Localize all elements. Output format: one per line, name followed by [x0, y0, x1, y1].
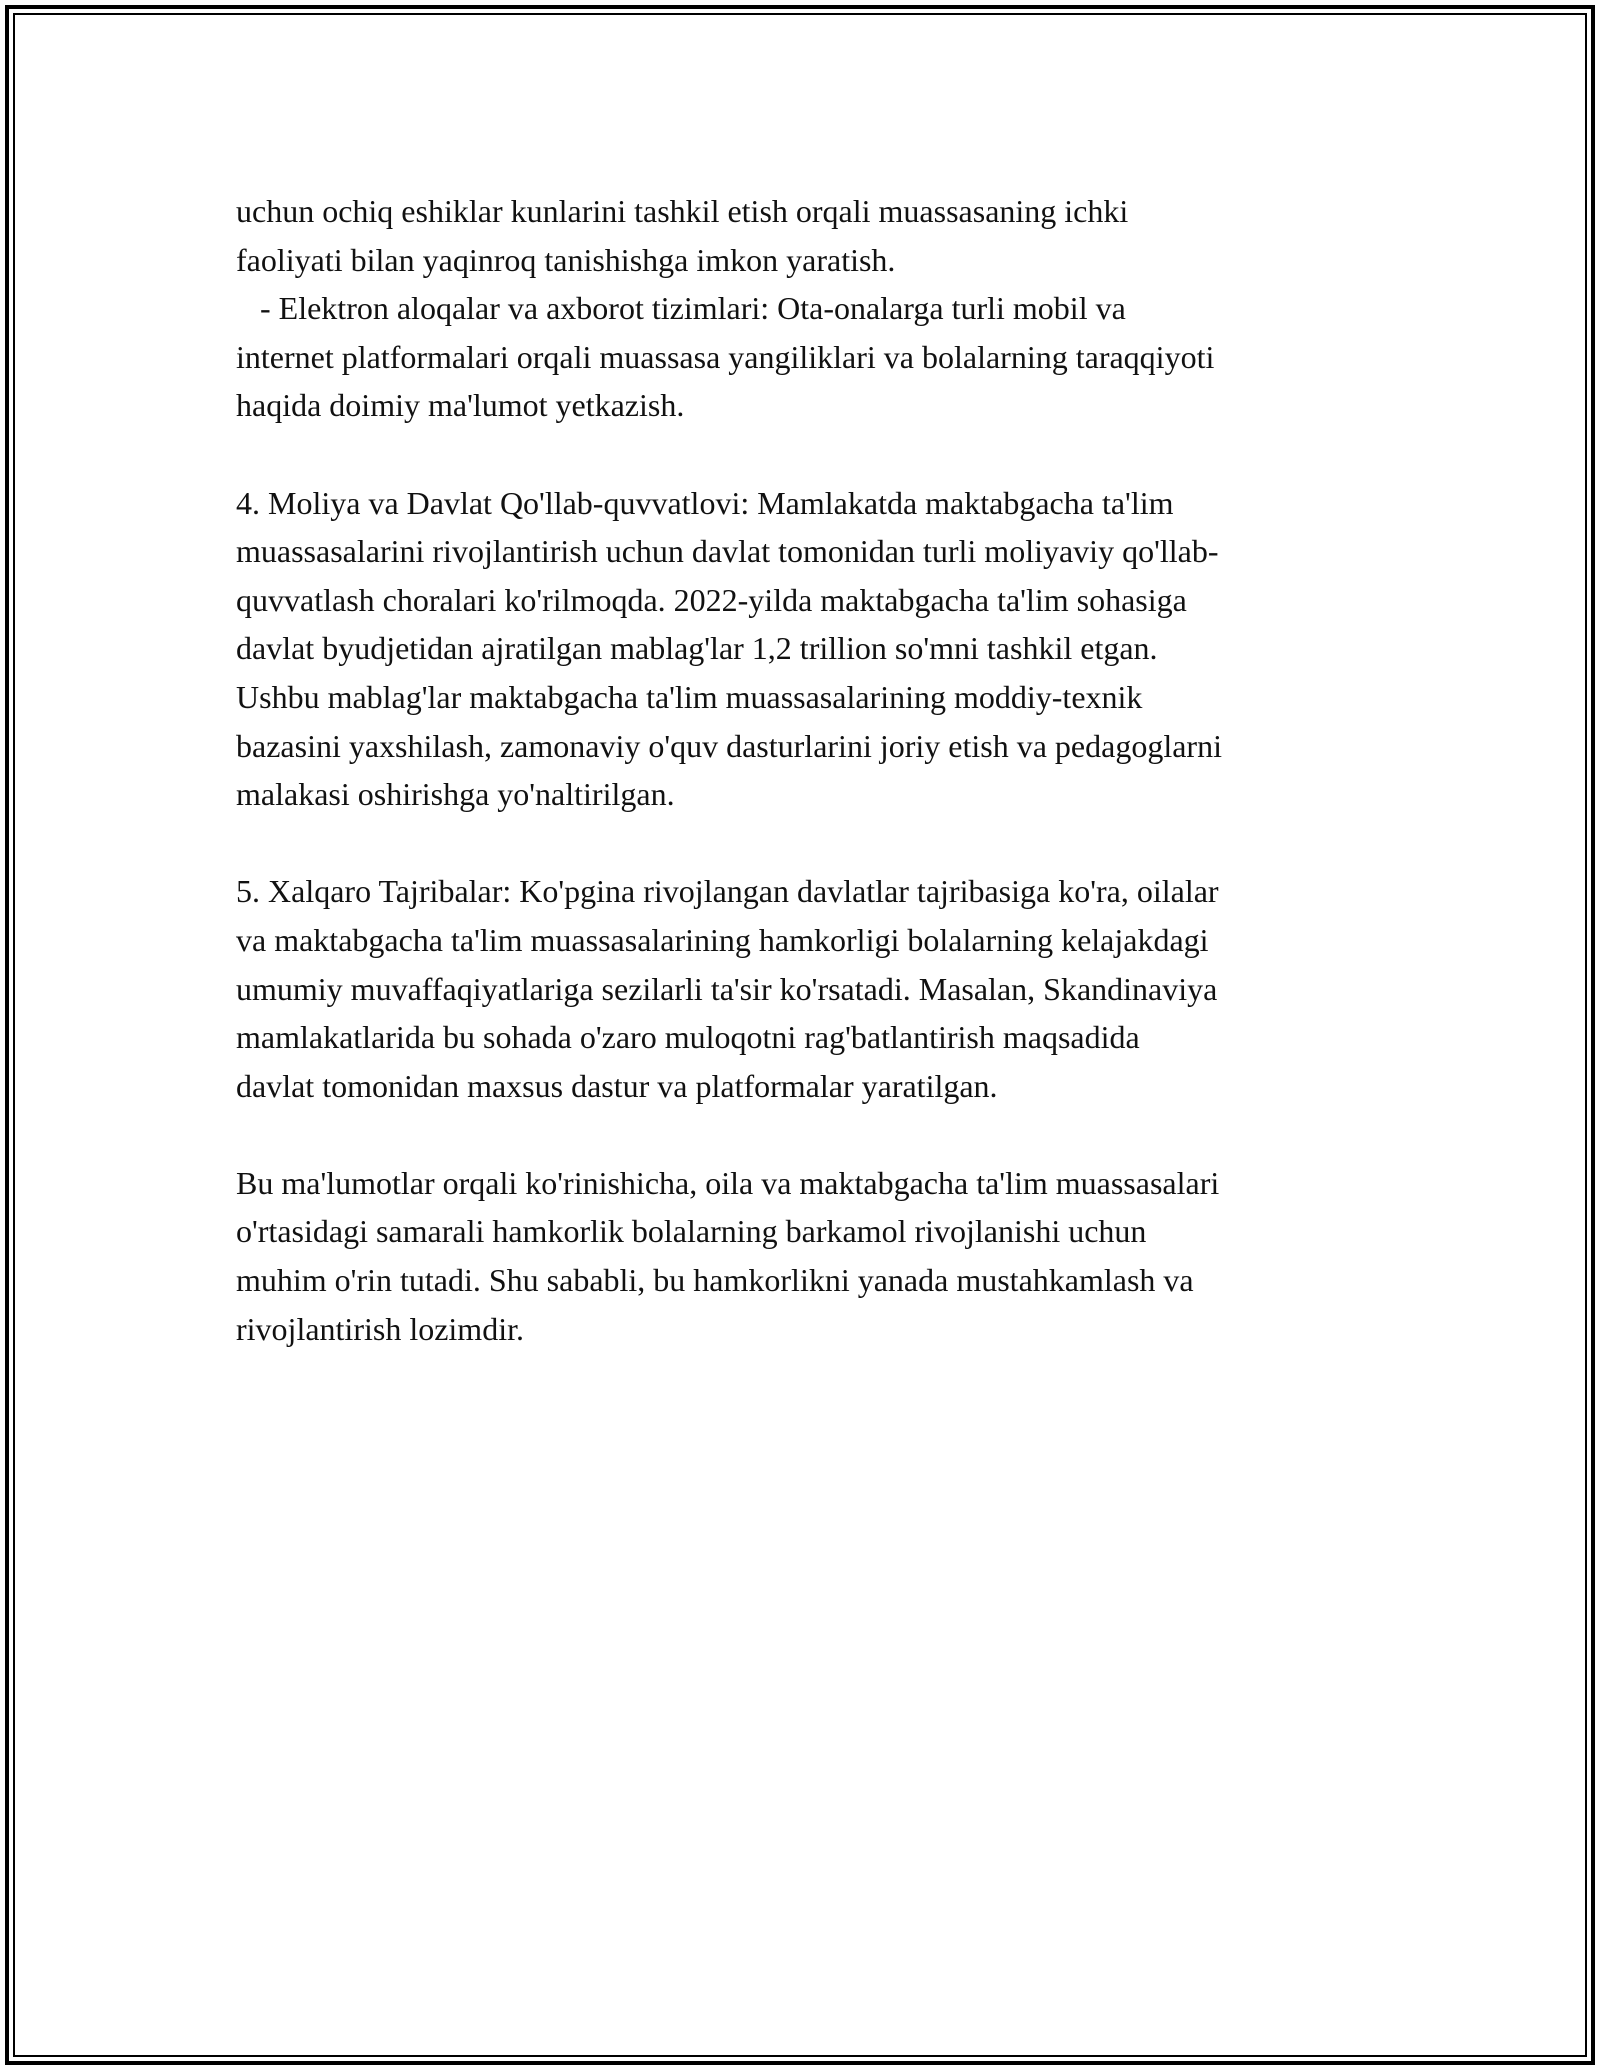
paragraph-open-days [236, 187, 1376, 430]
text-line: davlat tomonidan maxsus dastur va platformalar yaratilgan. [236, 1067, 998, 1104]
paragraph-finance-support [236, 479, 1376, 819]
text-line: muassasalarini rivojlantirish uchun davlat tomonidan turli moliyaviy qo'llab- [236, 533, 1219, 570]
paragraph-conclusion [236, 1159, 1376, 1353]
text-line: quvvatlash choralari ko'rilmoqda. 2022-yilda maktabgacha ta'lim sohasiga [236, 581, 1187, 618]
text-line: davlat byudjetidan ajratilgan mablag'lar 1,2 trillion so'mni tashkil etgan. [236, 630, 1158, 667]
text-line: malakasi oshirishga yo'naltirilgan. [236, 776, 675, 813]
text-line: rivojlantirish lozimdir. [236, 1310, 524, 1347]
text-line: umumiy muvaffaqiyatlariga sezilarli ta'sir ko'rsatadi. Masalan, Skandinaviya [236, 970, 1218, 1007]
text-line: internet platformalari orqali muassasa yangiliklari va bolalarning taraqqiyoti [236, 338, 1215, 375]
text-line: Ushbu mablag'lar maktabgacha ta'lim muassasalarining moddiy-texnik [236, 678, 1143, 715]
paragraph-spacer [236, 1110, 1376, 1159]
document-body [236, 187, 1376, 1353]
text-line: bazasini yaxshilash, zamonaviy o'quv dasturlarini joriy etish va pedagoglarni [236, 727, 1222, 764]
paragraph-spacer [236, 430, 1376, 479]
paragraph-international-experience [236, 867, 1376, 1110]
text-line: 4. Moliya va Davlat Qo'llab-quvvatlovi: Mamlakatda maktabgacha ta'lim [236, 484, 1174, 521]
text-line: Bu ma'lumotlar orqali ko'rinishicha, oila va maktabgacha ta'lim muassasalari [236, 1164, 1220, 1201]
text-line: 5. Xalqaro Tajribalar: Ko'pgina rivojlangan davlatlar tajribasiga ko'ra, oilalar [236, 873, 1219, 910]
text-line: haqida doimiy ma'lumot yetkazish. [236, 387, 685, 424]
paragraph-spacer [236, 819, 1376, 868]
text-line: uchun ochiq eshiklar kunlarini tashkil etish orqali muassasaning ichki [236, 193, 1129, 229]
text-line: mamlakatlarida bu sohada o'zaro muloqotni rag'batlantirish maqsadida [236, 1019, 1140, 1056]
text-line: faoliyati bilan yaqinroq tanishishga imkon yaratish. [236, 241, 896, 278]
text-line: o'rtasidagi samarali hamkorlik bolalarning barkamol rivojlanishi uchun [236, 1213, 1147, 1250]
text-line: muhim o'rin tutadi. Shu sababli, bu hamkorlikni yanada mustahkamlash va [236, 1262, 1194, 1299]
text-line: - Elektron aloqalar va axborot tizimlari: Ota-onalarga turli mobil va [236, 290, 1126, 327]
text-line: va maktabgacha ta'lim muassasalarining hamkorligi bolalarning kelajakdagi [236, 921, 1209, 958]
